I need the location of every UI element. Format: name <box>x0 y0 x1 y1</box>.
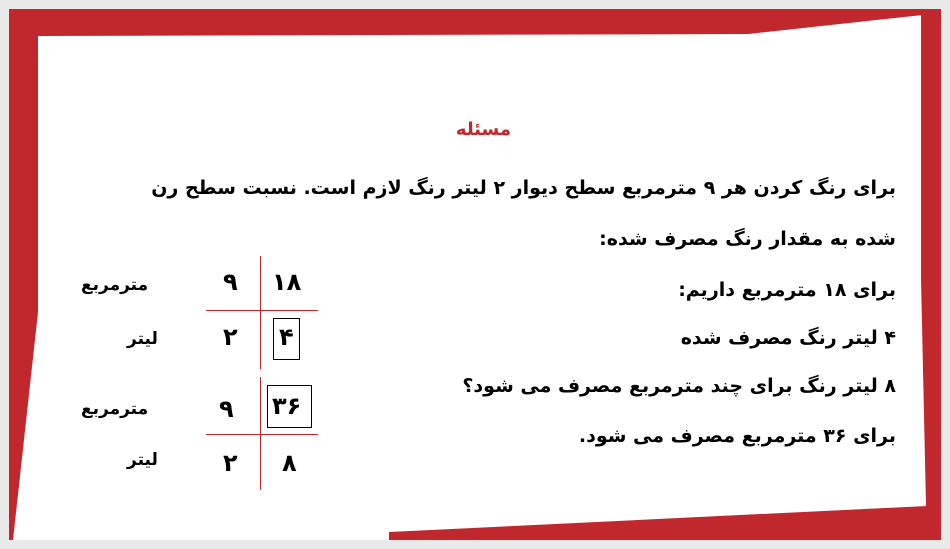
problem-title: مسئله <box>455 119 511 140</box>
table-1-unit-bottom: لیتر <box>127 329 158 349</box>
table-2-horizontal-divider <box>206 434 318 435</box>
table-2-right-bottom-value: ۸ <box>282 449 297 477</box>
table-2-left-bottom-value: ۲ <box>223 449 238 477</box>
table-1-unit-top: مترمربع <box>81 275 149 295</box>
frame-bottom-band <box>389 506 941 540</box>
problem-line-1: برای رنگ کردن هر ۹ مترمربع سطح دیوار ۲ لیتر رنگ لازم است. نسبت سطح رن <box>151 177 896 199</box>
problem-line-6: برای ۳۶ مترمربع مصرف می شود. <box>578 425 896 447</box>
frame-right-band <box>921 9 941 540</box>
table-1-left-top-value: ۹ <box>223 268 238 296</box>
frame-top-band <box>9 9 941 36</box>
frame-left-band <box>9 9 38 540</box>
table-2-left-top-value: ۹ <box>219 395 234 423</box>
problem-line-3: برای ۱۸ مترمربع داریم: <box>678 279 896 301</box>
problem-line-2: شده به مقدار رنگ مصرف شده: <box>599 228 896 250</box>
table-1-left-bottom-value: ۲ <box>223 323 238 351</box>
table-2-unit-top: مترمربع <box>81 399 149 419</box>
problem-line-5: ۸ لیتر رنگ برای چند مترمربع مصرف می شود؟ <box>462 375 896 397</box>
problem-line-4: ۴ لیتر رنگ مصرف شده <box>680 327 896 349</box>
table-1-right-bottom-value: ۴ <box>279 323 294 351</box>
table-1-horizontal-divider <box>206 310 318 311</box>
table-2-unit-bottom: لیتر <box>127 450 158 470</box>
table-2-right-top-value: ۳۶ <box>272 392 302 420</box>
slide <box>9 9 941 540</box>
table-1-vertical-divider <box>260 256 261 369</box>
table-1-right-top-value: ۱۸ <box>272 268 302 296</box>
